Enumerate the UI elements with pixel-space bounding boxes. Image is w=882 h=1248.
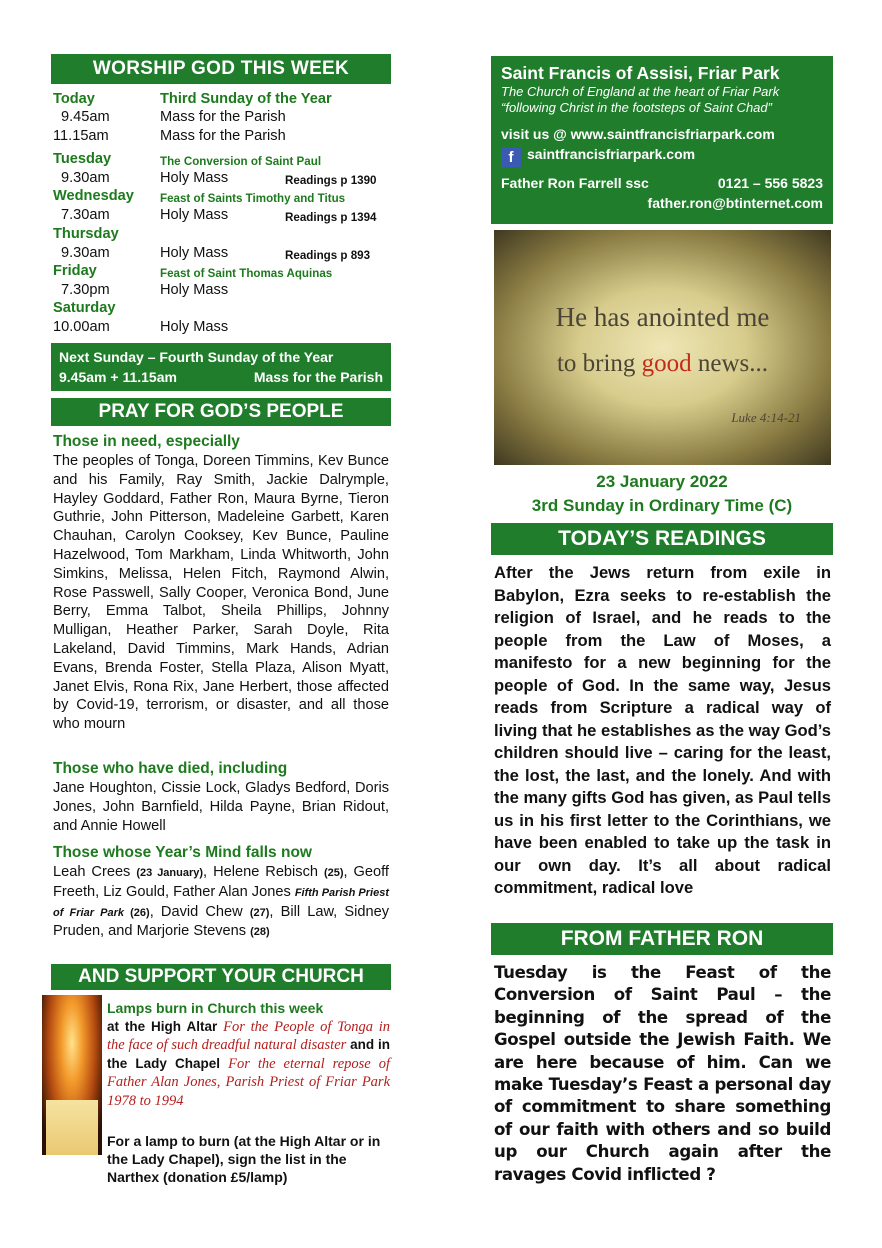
schedule-saturday	[53, 299, 115, 318]
church-name: Saint Francis of Assisi, Friar Park	[501, 63, 780, 83]
day-label: Wednesday	[53, 188, 134, 204]
schedule-thursday	[53, 225, 119, 244]
phone-number: 0121 – 556 5823	[717, 175, 823, 191]
feast-title: The Conversion of Saint Paul	[160, 155, 322, 168]
facebook-link[interactable]: f saintfrancisfriarpark.com	[501, 144, 823, 167]
mass-time: 9.30am	[61, 170, 110, 186]
next-sunday-title: Next Sunday – Fourth Sunday of the Year	[59, 349, 334, 365]
next-sunday-mass: Mass for the Parish	[253, 369, 383, 385]
readings-ref: Readings p 1394	[285, 211, 377, 224]
mass-desc: Mass for the Parish	[160, 109, 286, 125]
next-sunday-box	[51, 343, 391, 391]
readings-ref: Readings p 893	[285, 249, 371, 262]
banner-line1: He has anointed me	[555, 302, 770, 332]
mass-time: 9.30am	[61, 245, 110, 261]
liturgical-day: 3rd Sunday in Ordinary Time (C)	[531, 496, 793, 515]
readings-ref: Readings p 1390	[285, 174, 377, 187]
father-ron-heading: FROM FATHER RON	[491, 923, 833, 955]
readings-text: After the Jews return from exile in Babylon, Ezra seeks to re-establish the religion of Israel, and he reads to the people from the Law of Moses, a manifesto for a new beginning for the people of God. In the same way, Jesus reads from Scripture a radical way of living that he establishes as the way God’s children should live – caring for the least, the lost, the last, and the lonely. And with the many gifts God has given, as Paul tells us in his first letter to the Corinthians, we have been enabled to take up the task in our own day. It’s all about radical commitment, radical love	[494, 563, 831, 897]
mass-desc: Holy Mass	[160, 319, 229, 335]
scripture-banner-image	[494, 230, 831, 465]
banner-reference: Luke 4:14-21	[731, 410, 801, 425]
facebook-icon: f	[501, 148, 521, 167]
mass-desc: Holy Mass	[160, 245, 229, 261]
mass-time: 10.00am	[53, 319, 110, 335]
day-label: Today	[53, 91, 95, 107]
website-link[interactable]: visit us @ www.saintfrancisfriarpark.com	[501, 126, 775, 142]
schedule-row	[53, 206, 377, 225]
lamp-note: For a lamp to burn (at the High Altar or in the Lady Chapel), sign the list in the Narthex (donation £5/lamp)	[107, 1133, 381, 1185]
schedule-row	[53, 108, 286, 127]
mass-desc: Holy Mass	[160, 207, 229, 223]
mass-time: 7.30pm	[61, 282, 110, 298]
schedule-row	[53, 244, 371, 263]
day-label: Tuesday	[53, 151, 112, 167]
issue-date: 23 January 2022	[596, 472, 728, 491]
support-heading: AND SUPPORT YOUR CHURCH	[51, 964, 391, 990]
feast-title: Third Sunday of the Year	[160, 91, 332, 107]
day-label: Saturday	[53, 300, 116, 316]
schedule-row	[53, 318, 229, 337]
church-info-box	[491, 56, 833, 224]
mass-desc: Holy Mass	[160, 170, 229, 186]
church-tagline: The Church of England at the heart of Friar Park	[501, 84, 780, 99]
mass-time: 11.15am	[53, 128, 109, 144]
church-motto: “following Christ in the footsteps of Saint Chad”	[501, 100, 772, 115]
died-heading: Those who have died, including	[53, 760, 288, 777]
schedule-tuesday	[53, 150, 322, 169]
feast-title: Feast of Saint Thomas Aquinas	[160, 267, 333, 280]
feast-title: Feast of Saints Timothy and Titus	[160, 192, 346, 205]
need-heading: Those in need, especially	[53, 433, 240, 450]
schedule-row	[53, 127, 286, 146]
banner-line2: to bring good news...	[556, 350, 769, 377]
schedule-friday	[53, 262, 333, 281]
schedule-wednesday	[53, 187, 346, 206]
priest-name: Father Ron Farrell ssc	[501, 175, 649, 191]
schedule-row	[53, 281, 229, 300]
years-mind-heading: Those whose Year’s Mind falls now	[53, 844, 312, 861]
worship-heading: WORSHIP GOD THIS WEEK	[51, 54, 391, 84]
pray-heading: PRAY FOR GOD’S PEOPLE	[51, 398, 391, 426]
lamps-text: Lamps burn in Church this week at the High Altar For the People of Tonga in the face of such dreadful natural disaster and in the Lady Chapel For the eternal repose of Father Alan Jones, Parish Priest of Friar Park 1978 to 1994	[107, 1000, 390, 1109]
died-list: Jane Houghton, Cissie Lock, Gladys Bedford, Doris Jones, John Barnfield, Hilda Payne, Brian Ridout, and Annie Howell	[53, 780, 389, 834]
day-label: Friday	[53, 263, 97, 279]
mass-time: 9.45am	[61, 109, 110, 125]
readings-heading: TODAY’S READINGS	[491, 523, 833, 555]
day-label: Thursday	[53, 226, 119, 242]
email-link[interactable]: father.ron@btinternet.com	[647, 195, 823, 211]
father-ron-text: Tuesday is the Feast of the Conversion of Saint Paul – the beginning of the spread of the Gospel outside the Jewish Faith. We are here because of him. Can we make Tuesday’s Feast a personal day of commitment to share something of our faith with others and so build up our Church again after the ravages Covid inflicted ?	[494, 963, 831, 1184]
years-mind-list: Leah Crees (23 January), Helene Rebisch (25), Geoff Freeth, Liz Gould, Father Alan Jones Fifth Parish Priest of Friar Park (26), David Chew (27), Bill Law, Sidney Pruden, and Marjorie Stevens (28)	[53, 864, 390, 940]
schedule-row	[53, 169, 377, 188]
mass-desc: Mass for the Parish	[160, 128, 286, 144]
mass-desc: Holy Mass	[160, 282, 229, 298]
schedule-today	[53, 90, 332, 109]
mass-time: 7.30am	[61, 207, 110, 223]
need-list: The peoples of Tonga, Doreen Timmins, Kev Bunce and his Family, Ray Smith, Jackie Dalrymple, Hayley Goddard, Father Ron, Maura Byrne, Tieron Guthrie, John Pitterson, Madeleine Garbett, Karen Chauhan, Carolyn Cooksey, Kev Bunce, Pauline Hazelwood, Tom Markham, Linda Whitworth, John Simkins, Melissa, Helen Fitch, Raymond Alwin, Rose Passwell, Sally Cooper, Veronica Bond, June Berry, Emma Talbot, Sheila Phillips, Johnny Mulligan, Heather Parker, Sarah Doyle, Rita Lakeland, David Timmins, Mark Hands, Adrian Evans, Brenda Foster, Stella Plaza, Alison Myatt, Janet Elvis, Rona Rix, Jane Herbert, those affected by Covid-19, terrorism, or disaster, and all those who mourn	[53, 453, 389, 733]
candle-body	[46, 1100, 98, 1155]
lamps-title: Lamps burn in Church this week	[107, 1000, 324, 1016]
next-sunday-times: 9.45am + 11.15am	[59, 369, 177, 385]
